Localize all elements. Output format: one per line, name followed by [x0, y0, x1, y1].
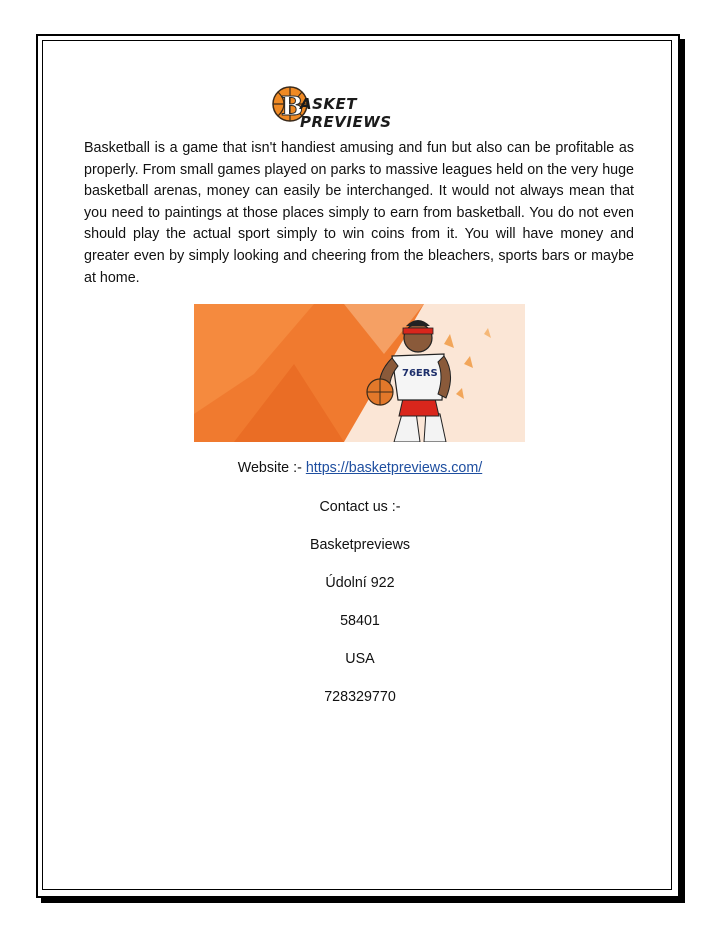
jersey-text: 76ERS	[402, 368, 438, 379]
contact-heading: Contact us :-	[319, 499, 401, 515]
brand-logo	[270, 84, 450, 131]
contact-postal-code: 58401	[340, 613, 380, 629]
contact-country: USA	[345, 651, 375, 667]
logo-wordmark: ASKET PREVIEWS	[300, 95, 392, 131]
logo-initial: B	[281, 92, 303, 122]
website-line	[0, 460, 720, 476]
contact-name: Basketpreviews	[309, 537, 411, 553]
contact-phone: 728329770	[324, 689, 396, 705]
hero-image	[194, 304, 525, 442]
contact-street: Údolní 922	[325, 575, 395, 591]
website-link[interactable]: https://basketpreviews.com/	[305, 460, 483, 476]
website-label: Website :-	[237, 460, 306, 476]
basketball-player-illustration	[194, 304, 525, 442]
intro-paragraph: Basketball is a game that isn't handiest amusing and fun but also can be profitable as properly. From small games played on parks to massive leagues held on the very huge basketball arenas, money can easily be interchanged. It would not always mean that you need to paintings at those places simply to earn from basketball. You do not even should play the actual sport simply to win coins from it. You will have money and greater even by simply looking and cheering from the bleachers, sports bars or maybe at home.	[84, 140, 634, 286]
